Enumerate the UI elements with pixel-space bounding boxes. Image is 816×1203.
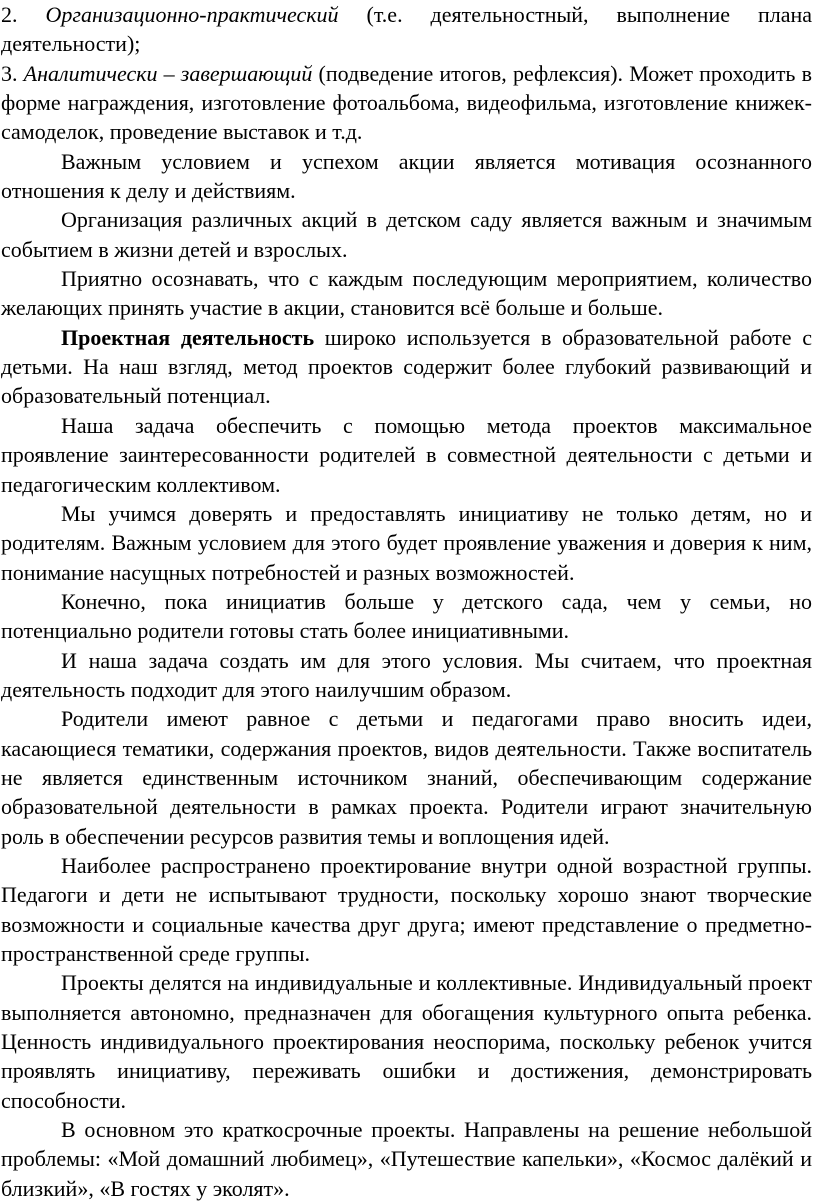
list-item-term: Аналитически – завершающий xyxy=(23,60,313,86)
paragraph: Наиболее распространено проектирование внутри одной возрастной группы. Педагоги и дети не испытывают трудности, поскольку хорошо знают творческие возможности и социальные качества друг друга; имеют представление о предметно-пространственной среде группы. xyxy=(1,852,812,966)
paragraph: Мы учимся доверять и предоставлять инициативу не только детям, но и родителям. Важным условием для этого будет проявление уважения и доверия к ним, понимание насущных потребностей и разных возможностей. xyxy=(1,500,812,585)
paragraph: В основном это краткосрочные проекты. Направлены на решение небольшой проблемы: «Мой домашний любимец», «Путешествие капельки», «Космос далёкий и близкий», «В гостях у эколят». xyxy=(1,1117,812,1201)
list-item-2 xyxy=(1,0,812,59)
list-item-number: 2. xyxy=(1,2,18,27)
paragraph: Наша задача обеспечить с помощью метода проектов максимальное проявление заинтересованности родителей в совместной деятельности с детьми и педагогическим коллективом. xyxy=(1,412,812,497)
paragraph-project-activity xyxy=(1,323,812,411)
list-item-3 xyxy=(1,59,812,147)
paragraph: Организация различных акций в детском саду является важным и значимым событием в жизни детей и взрослых. xyxy=(1,207,812,262)
list-item-text: (подведение итогов, рефлексия). Может проходить в форме награждения, изготовление фотоальбома, видеофильма, изготовление книжек-самоделок, проведение выставок и т.д. xyxy=(1,60,812,145)
paragraph: Родители имеют равное с детьми и педагогами право вносить идеи, касающиеся тематики, содержания проектов, видов деятельности. Также воспитатель не является единственным источником знаний, обеспечивающим содержание образовательной деятельности в рамках проекта. Родители играют значительную роль в обеспечении ресурсов развития темы и воплощения идей. xyxy=(1,706,812,849)
paragraph: Конечно, пока инициатив больше у детского сада, чем у семьи, но потенциально родители готовы стать более инициативными. xyxy=(1,588,812,644)
paragraph-text: широко используется в образовательной работе с детьми. На наш взгляд, метод проектов содержит более глубокий развивающий и образовательный потенциал. xyxy=(1,324,812,409)
paragraph: И наша задача создать им для этого условия. Мы считаем, что проектная деятельность подходит для этого наилучшим образом. xyxy=(1,647,812,702)
list-item-number: 3. xyxy=(1,60,18,86)
list-item-term: Организационно-практический xyxy=(45,2,339,27)
bold-term: Проектная деятельность xyxy=(61,324,315,350)
paragraph: Важным условием и успехом акции является мотивация осознанного отношения к делу и действиям. xyxy=(1,148,812,204)
list-item-text: (т.е. деятельностный, выполнение плана деятельности); xyxy=(1,2,813,57)
paragraph: Приятно осознавать, что с каждым последующим мероприятием, количество желающих принять участие в акции, становится всё больше и больше. xyxy=(1,266,812,321)
paragraph: Проекты делятся на индивидуальные и коллективные. Индивидуальный проект выполняется автономно, предназначен для обогащения культурного опыта ребенка. Ценность индивидуального проектирования неоспорима, поскольку ребенок учится проявлять инициативу, переживать ошибки и достижения, демонстрировать способности. xyxy=(1,970,812,1113)
